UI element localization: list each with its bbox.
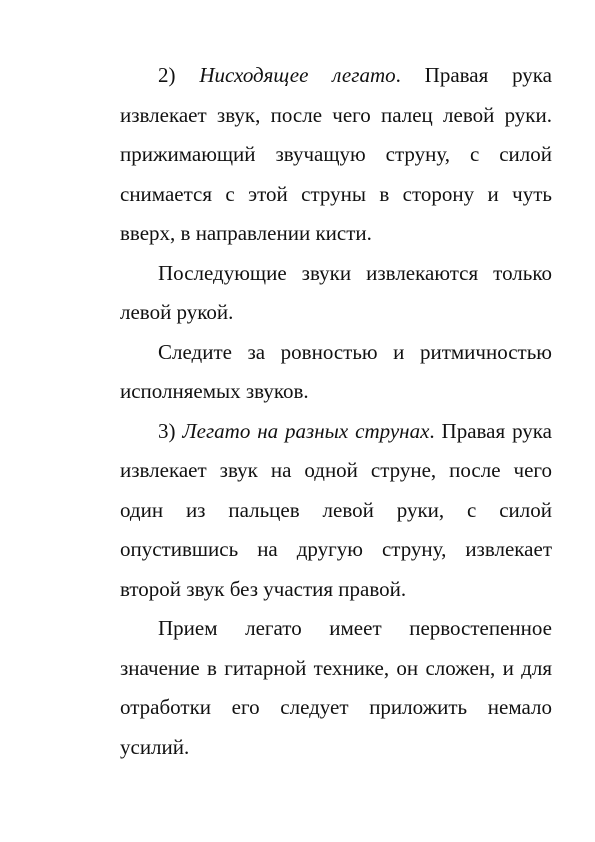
paragraph-subsequent-sounds bbox=[120, 254, 552, 333]
item-number: 3) bbox=[158, 418, 176, 443]
body-text bbox=[120, 56, 552, 767]
paragraph-text: . Правая рука извлекает звук на одной струне, после чего один из пальцев левой руки, с силой опустившись на другую струну, извлекает второй звук без участия правой. bbox=[120, 418, 552, 601]
paragraph-text: Прием легато имеет первостепенное значение в гитарной технике, он сложен, и для отработки его следует приложить немало усилий. bbox=[120, 616, 552, 759]
item-number: 2) bbox=[158, 63, 176, 87]
paragraph-text: . Правая рука извлекает звук, после чего палец левой руки. прижимающий звучащую струну, с силой снимается с этой струны в сторону и чуть вверх, в направлении кисти. bbox=[120, 63, 552, 245]
paragraph-legato-importance bbox=[120, 609, 552, 767]
paragraph-evenness bbox=[120, 333, 552, 412]
term-descending-legato: Нисходящее легато bbox=[199, 63, 396, 87]
term-legato-different-strings: Легато на разных струнах bbox=[182, 418, 430, 443]
paragraph-text: Следите за ровностью и ритмичностью исполняемых звуков. bbox=[120, 339, 552, 403]
paragraph-text: Последующие звуки извлекаются только левой рукой. bbox=[120, 260, 552, 324]
paragraph-legato-different-strings bbox=[120, 412, 552, 610]
paragraph-descending-legato bbox=[120, 56, 552, 254]
